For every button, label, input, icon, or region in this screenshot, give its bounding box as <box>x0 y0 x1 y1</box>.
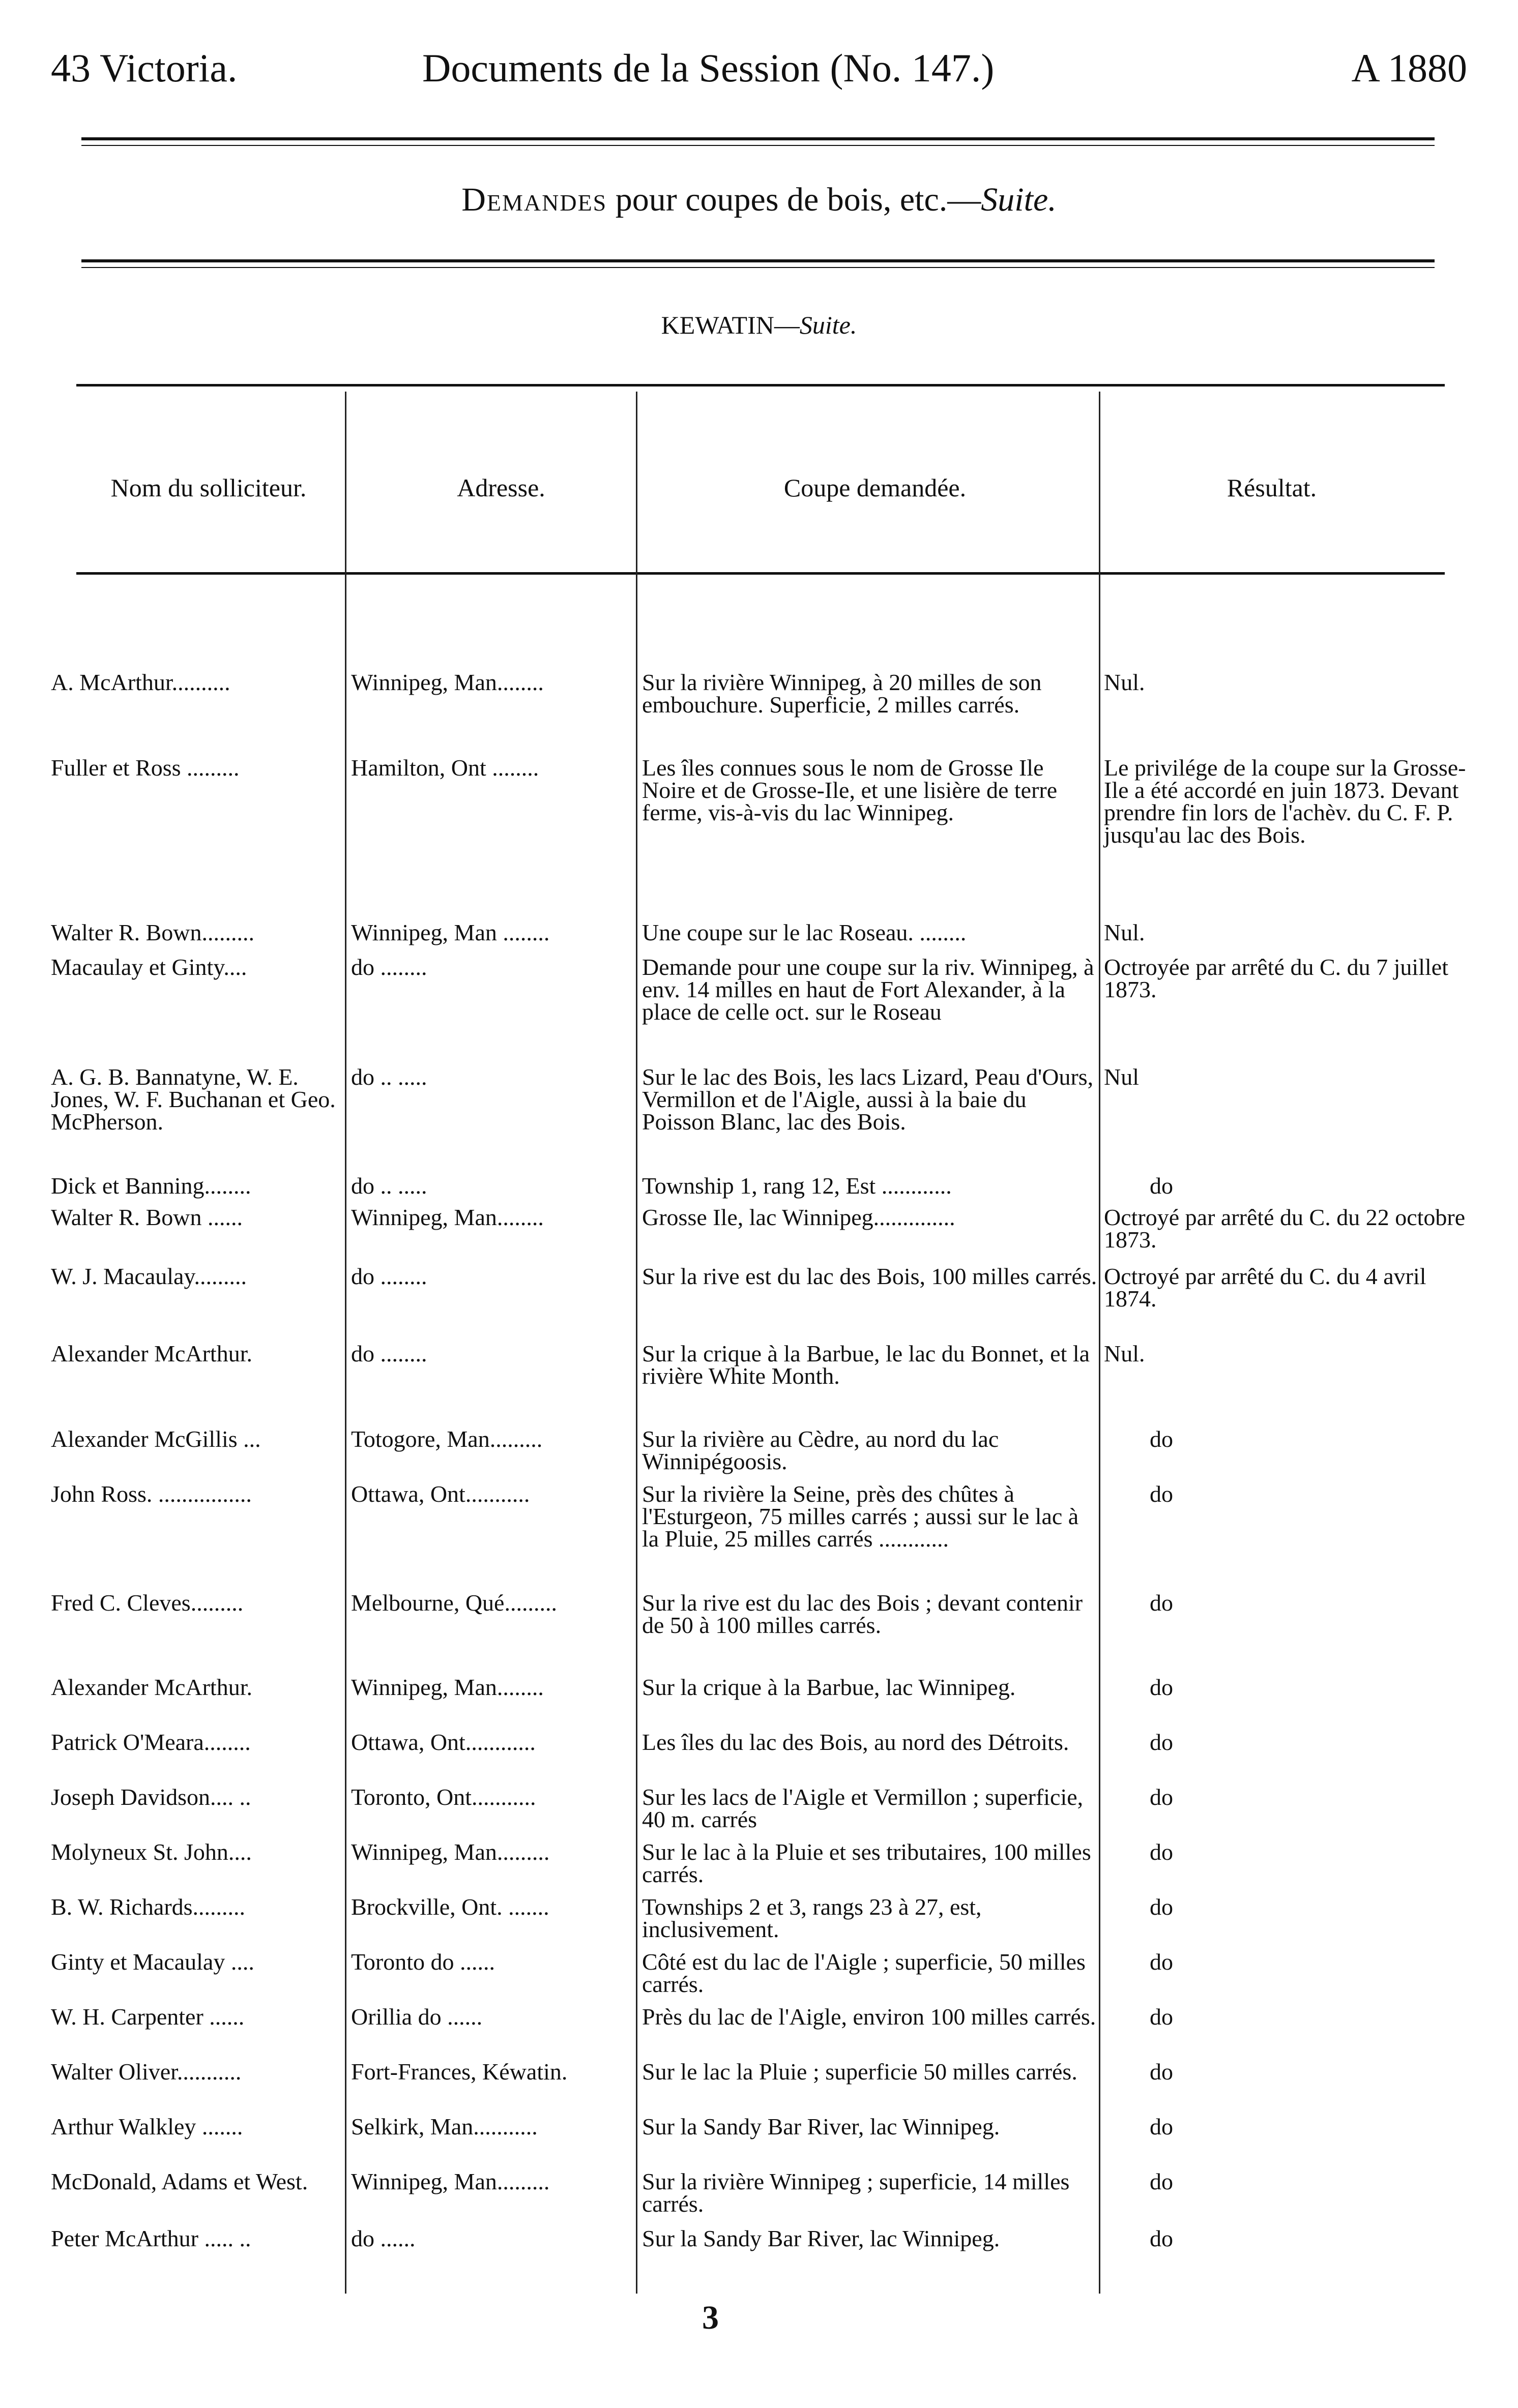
applicant-name: Walter Oliver........... <box>51 2059 242 2085</box>
applicant-address: Fort-Frances, Kéwatin. <box>351 2059 568 2085</box>
region-name: KEWATIN— <box>661 311 800 339</box>
applicant-address: Ottawa, Ont........... <box>351 1481 530 1507</box>
applicant-name: W. J. Macaulay......... <box>51 1263 247 1289</box>
requested-cut: Sur les lacs de l'Aigle et Vermillon ; superficie, 40 m. carrés <box>642 1784 1084 1832</box>
result-text: do <box>1150 2059 1173 2085</box>
result-text: do <box>1150 1590 1173 1616</box>
applicant-address: do ........ <box>351 954 427 980</box>
table-header-rule <box>76 572 1445 575</box>
applicant-address: Winnipeg, Man......... <box>351 2168 550 2194</box>
subtitle-rule-thick <box>81 259 1435 262</box>
applicant-name: Fred C. Cleves......... <box>51 1590 244 1616</box>
requested-cut: Township 1, rang 12, Est ............ <box>642 1173 952 1199</box>
applicant-address: do .. ..... <box>351 1064 427 1090</box>
requested-cut: Les îles connues sous le nom de Grosse Ile Noire et de Grosse-Ile, et une lisière de terre ferme, vis-à-vis du lac Winnipeg. <box>642 755 1058 825</box>
applicant-address: do .. ..... <box>351 1173 427 1199</box>
requested-cut: Sur le lac à la Pluie et ses tributaires, 100 milles carrés. <box>642 1839 1091 1887</box>
applicant-name: Dick et Banning........ <box>51 1173 251 1199</box>
result-text: do <box>1150 1173 1173 1199</box>
applicant-address: Winnipeg, Man......... <box>351 1839 550 1865</box>
result-text: do <box>1150 1729 1173 1755</box>
applicant-name: Macaulay et Ginty.... <box>51 954 247 980</box>
applicant-name: McDonald, Adams et West. <box>51 2168 308 2194</box>
region-heading <box>0 310 1518 340</box>
subtitle-text: pour coupes de bois, etc.— <box>615 181 981 218</box>
applicant-name: Walter R. Bown......... <box>51 919 255 945</box>
subtitle-small-caps: Demandes <box>461 181 607 218</box>
applicant-name: A. G. B. Bannatyne, W. E. Jones, W. F. Buchanan et Geo. McPherson. <box>51 1064 336 1135</box>
table-top-rule <box>76 384 1445 387</box>
applicant-address: do ........ <box>351 1341 427 1366</box>
applicant-address: Winnipeg, Man........ <box>351 669 544 695</box>
requested-cut: Sur la rive est du lac des Bois, 100 milles carrés. <box>642 1263 1097 1289</box>
result-text: do <box>1150 2114 1173 2139</box>
result-text: do <box>1150 2225 1173 2251</box>
subtitle-italic: Suite. <box>981 181 1057 218</box>
header-session: 43 Victoria. <box>51 46 238 90</box>
applicant-address: Melbourne, Qué......... <box>351 1590 557 1616</box>
result-text: do <box>1150 1426 1173 1452</box>
requested-cut: Sur la Sandy Bar River, lac Winnipeg. <box>642 2114 1000 2139</box>
result-text: Octroyé par arrêté du C. du 4 avril 1874. <box>1104 1263 1426 1312</box>
applicant-address: Winnipeg, Man ........ <box>351 919 550 945</box>
applicant-name: Alexander McArthur. <box>51 1674 252 1700</box>
result-text: Nul <box>1104 1064 1139 1090</box>
applicant-address: Toronto do ...... <box>351 1949 495 1975</box>
result-text: Nul. <box>1104 669 1145 695</box>
requested-cut: Une coupe sur le lac Roseau. ........ <box>642 919 967 945</box>
column-header-name: Nom du solliciteur. <box>110 473 307 502</box>
applicant-address: Hamilton, Ont ........ <box>351 755 539 781</box>
applicant-name: Molyneux St. John.... <box>51 1839 252 1865</box>
applicant-address: Winnipeg, Man........ <box>351 1674 544 1700</box>
applicant-name: Alexander McArthur. <box>51 1341 252 1366</box>
requested-cut: Sur le lac des Bois, les lacs Lizard, Peau d'Ours, Vermillon et de l'Aigle, aussi à la baie du Poisson Blanc, lac des Bois. <box>642 1064 1094 1135</box>
requested-cut: Près du lac de l'Aigle, environ 100 milles carrés. <box>642 2004 1096 2030</box>
applicant-name: Fuller et Ross ......... <box>51 755 240 781</box>
result-text: Le privilége de la coupe sur la Grosse-Ile a été accordé en juin 1873. Devant prendre fin lors de l'achèv. du C. F. P. jusqu'au lac des Bois. <box>1104 755 1466 848</box>
applicant-address: Toronto, Ont........... <box>351 1784 536 1810</box>
requested-cut: Demande pour une coupe sur la riv. Winnipeg, à env. 14 milles en haut de Fort Alexander, à la place de celle oct. sur le Roseau <box>642 954 1094 1025</box>
applicant-address: Selkirk, Man........... <box>351 2114 538 2139</box>
column-divider-1 <box>345 392 346 2294</box>
result-text: Nul. <box>1104 1341 1145 1366</box>
applicant-name: Peter McArthur ..... .. <box>51 2225 251 2251</box>
column-header-result: Résultat. <box>1227 473 1317 502</box>
result-text: do <box>1150 1839 1173 1865</box>
applicant-name: Patrick O'Meara........ <box>51 1729 251 1755</box>
applicant-name: B. W. Richards......... <box>51 1894 246 1920</box>
result-text: do <box>1150 1894 1173 1920</box>
applicant-address: do ........ <box>351 1263 427 1289</box>
header-rule-thick <box>81 137 1435 140</box>
requested-cut: Sur le lac la Pluie ; superficie 50 milles carrés. <box>642 2059 1077 2085</box>
requested-cut: Sur la rivière Winnipeg, à 20 milles de son embouchure. Superficie, 2 milles carrés. <box>642 669 1042 718</box>
applicant-name: John Ross. ................ <box>51 1481 252 1507</box>
requested-cut: Grosse Ile, lac Winnipeg.............. <box>642 1204 955 1230</box>
applicant-name: Ginty et Macaulay .... <box>51 1949 254 1975</box>
result-text: do <box>1150 1481 1173 1507</box>
applicant-address: Orillia do ...... <box>351 2004 483 2030</box>
applicant-name: Joseph Davidson.... .. <box>51 1784 251 1810</box>
region-italic: Suite. <box>799 311 857 339</box>
requested-cut: Côté est du lac de l'Aigle ; superficie, 50 milles carrés. <box>642 1949 1086 1997</box>
requested-cut: Sur la rive est du lac des Bois ; devant contenir de 50 à 100 milles carrés. <box>642 1590 1083 1638</box>
section-subtitle <box>0 181 1518 219</box>
applicant-name: Alexander McGillis ... <box>51 1426 261 1452</box>
applicant-address: Winnipeg, Man........ <box>351 1204 544 1230</box>
result-text: do <box>1150 2168 1173 2194</box>
header-year: A 1880 <box>1351 46 1467 90</box>
requested-cut: Sur la Sandy Bar River, lac Winnipeg. <box>642 2225 1000 2251</box>
requested-cut: Sur la rivière au Cèdre, au nord du lac Winnipégoosis. <box>642 1426 999 1474</box>
result-text: do <box>1150 1784 1173 1810</box>
column-header-cut: Coupe demandée. <box>783 473 967 502</box>
header-title: Documents de la Session (No. 147.) <box>422 46 995 90</box>
result-text: Octroyé par arrêté du C. du 22 octobre 1873. <box>1104 1204 1466 1253</box>
page-number: 3 <box>702 2299 719 2336</box>
column-divider-2 <box>636 392 637 2294</box>
subtitle-rule-thin <box>81 267 1435 268</box>
requested-cut: Townships 2 et 3, rangs 23 à 27, est, inclusivement. <box>642 1894 982 1942</box>
applicant-name: W. H. Carpenter ...... <box>51 2004 245 2030</box>
requested-cut: Les îles du lac des Bois, au nord des Détroits. <box>642 1729 1069 1755</box>
result-text: do <box>1150 1949 1173 1975</box>
applicant-address: Totogore, Man......... <box>351 1426 543 1452</box>
applicant-name: Walter R. Bown ...... <box>51 1204 243 1230</box>
column-header-address: Adresse. <box>457 473 545 502</box>
requested-cut: Sur la crique à la Barbue, le lac du Bonnet, et la rivière White Month. <box>642 1341 1090 1389</box>
requested-cut: Sur la rivière Winnipeg ; superficie, 14 milles carrés. <box>642 2168 1070 2217</box>
applicant-name: A. McArthur.......... <box>51 669 230 695</box>
requested-cut: Sur la crique à la Barbue, lac Winnipeg. <box>642 1674 1016 1700</box>
applicant-address: do ...... <box>351 2225 416 2251</box>
result-text: Nul. <box>1104 919 1145 945</box>
result-text: do <box>1150 2004 1173 2030</box>
header-rule-thin <box>81 145 1435 146</box>
result-text: do <box>1150 1674 1173 1700</box>
result-text: Octroyée par arrêté du C. du 7 juillet 1873. <box>1104 954 1448 1002</box>
applicant-address: Ottawa, Ont............ <box>351 1729 536 1755</box>
applicant-name: Arthur Walkley ....... <box>51 2114 243 2139</box>
requested-cut: Sur la rivière la Seine, près des chûtes à l'Esturgeon, 75 milles carrés ; aussi sur le lac à la Pluie, 25 milles carrés ............ <box>642 1481 1079 1552</box>
applicant-address: Brockville, Ont. ....... <box>351 1894 549 1920</box>
